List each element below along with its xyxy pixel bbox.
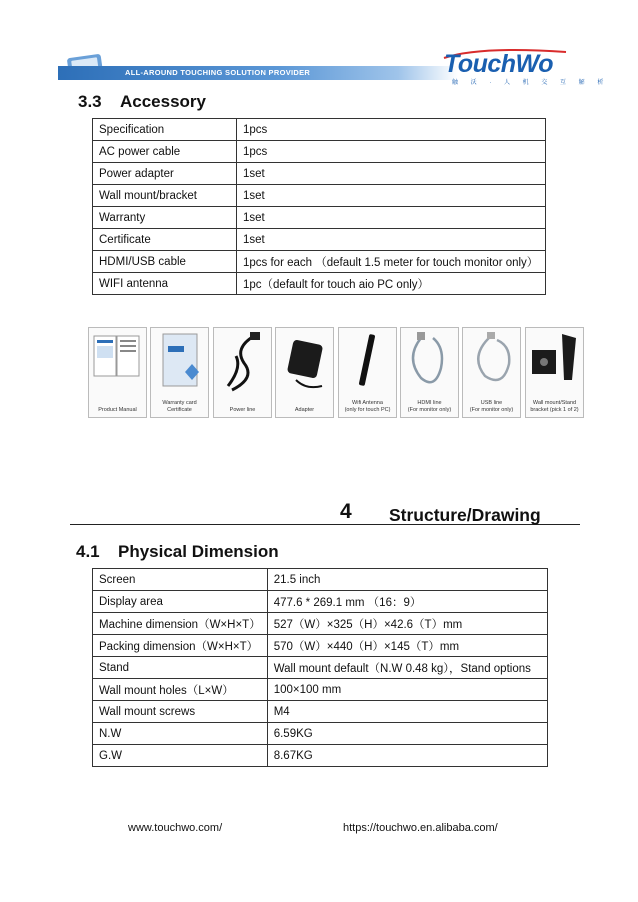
text-span: (For monitor only): [407, 407, 452, 413]
table-row: [93, 207, 546, 229]
warranty-card-photo: [150, 327, 209, 418]
table-cell: AC power cable: [93, 141, 237, 163]
table-cell: Packing dimension（W×H×T）: [93, 635, 268, 657]
table-cell: Stand: [93, 657, 268, 679]
table-row: [93, 591, 548, 613]
text-span: bracket (pick 1 of 2): [530, 407, 579, 413]
table-cell: 570（W）×440（H）×145（T）mm: [267, 635, 547, 657]
photo-caption: [89, 407, 146, 414]
table-cell: WIFI antenna: [93, 273, 237, 295]
table-row: [93, 657, 548, 679]
text-span: Product Manual: [98, 407, 137, 413]
table-row: [93, 229, 546, 251]
text-span: USB line: [480, 400, 503, 406]
wifi-antenna-photo: [338, 327, 397, 418]
usb-line-photo: [462, 327, 521, 418]
text-span: HDMI line: [417, 400, 442, 406]
table-row: [93, 701, 548, 723]
footer-alibaba-link[interactable]: https://touchwo.en.alibaba.com/: [343, 822, 498, 834]
text-span: Adapter: [294, 407, 315, 413]
photo-caption: [151, 400, 208, 414]
section-heading-accessory: [78, 92, 206, 112]
text-span: Wall mount/Stand: [532, 400, 577, 406]
table-row: [93, 163, 546, 185]
page-header: [0, 0, 638, 90]
footer-website-link[interactable]: www.touchwo.com/: [128, 822, 223, 834]
accessory-photo-strip: [88, 327, 583, 418]
table-row: [93, 745, 548, 767]
photo-caption: [463, 400, 520, 414]
text-span: Accessory: [120, 92, 207, 111]
photo-caption: [401, 400, 458, 414]
table-row: [93, 613, 548, 635]
table-row: [93, 569, 548, 591]
table-cell: HDMI/USB cable: [93, 251, 237, 273]
table-cell: 1set: [237, 229, 546, 251]
text-span: Wifi Antenna: [352, 400, 383, 406]
table-cell: 1pc（default for touch aio PC only）: [237, 273, 546, 295]
photo-caption: [526, 400, 583, 414]
accessory-table: [92, 118, 546, 295]
table-cell: 527（W）×325（H）×42.6（T）mm: [267, 613, 547, 635]
photo-caption: [276, 407, 333, 414]
table-cell: Wall mount/bracket: [93, 185, 237, 207]
table-cell: 1pcs: [237, 119, 546, 141]
chapter-heading: [70, 500, 580, 525]
table-cell: Specification: [93, 119, 237, 141]
table-cell: Wall mount screws: [93, 701, 268, 723]
table-cell: Wall mount holes（L×W）: [93, 679, 268, 701]
power-line-photo: [213, 327, 272, 418]
table-row: [93, 251, 546, 273]
table-cell: Display area: [93, 591, 268, 613]
table-cell: 1set: [237, 207, 546, 229]
text-span: Warranty card: [162, 400, 197, 406]
table-row: [93, 679, 548, 701]
table-row: [93, 185, 546, 207]
product-manual-photo: [88, 327, 147, 418]
table-cell: Wall mount default（N.W 0.48 kg），Stand options: [267, 657, 547, 679]
table-cell: 1set: [237, 185, 546, 207]
table-cell: Certificate: [93, 229, 237, 251]
touchwo-logo: TouchWo: [444, 50, 553, 78]
photo-caption: [214, 407, 271, 414]
text-span: Physical Dimension: [118, 542, 279, 561]
table-cell: 1set: [237, 163, 546, 185]
table-cell: 1pcs: [237, 141, 546, 163]
table-cell: G.W: [93, 745, 268, 767]
table-cell: 6.59KG: [267, 723, 547, 745]
text-span: (only for touch PC): [344, 407, 391, 413]
photo-caption: [339, 400, 396, 414]
text-span: (For monitor only): [469, 407, 514, 413]
table-row: [93, 273, 546, 295]
table-cell: Machine dimension（W×H×T）: [93, 613, 268, 635]
table-cell: Warranty: [93, 207, 237, 229]
table-cell: 100×100 mm: [267, 679, 547, 701]
table-cell: 21.5 inch: [267, 569, 547, 591]
text-span: Power line: [229, 407, 256, 413]
text-span: 4.1: [76, 542, 100, 561]
logo-subtitle: 触 沃 · 人 机 交 互 解 析: [452, 80, 609, 86]
table-cell: N.W: [93, 723, 268, 745]
wall-mount-photo: [525, 327, 584, 418]
table-cell: 8.67KG: [267, 745, 547, 767]
banner-text: ALL-AROUND TOUCHING SOLUTION PROVIDER: [125, 68, 311, 77]
adapter-photo: [275, 327, 334, 418]
table-row: [93, 119, 546, 141]
text-span: 3.3: [78, 92, 102, 111]
table-cell: Screen: [93, 569, 268, 591]
table-row: [93, 635, 548, 657]
text-span: Certificate: [167, 407, 192, 413]
table-row: [93, 723, 548, 745]
chapter-title: Structure/Drawing: [389, 505, 541, 525]
table-cell: 477.6 * 269.1 mm （16：9）: [267, 591, 547, 613]
section-heading-physical-dimension: [76, 542, 279, 562]
physical-dimension-table: [92, 568, 548, 767]
table-cell: Power adapter: [93, 163, 237, 185]
table-row: [93, 141, 546, 163]
hdmi-line-photo: [400, 327, 459, 418]
table-cell: 1pcs for each （default 1.5 meter for touch monitor only）: [237, 251, 546, 273]
table-cell: M4: [267, 701, 547, 723]
chapter-number: 4: [340, 500, 352, 523]
